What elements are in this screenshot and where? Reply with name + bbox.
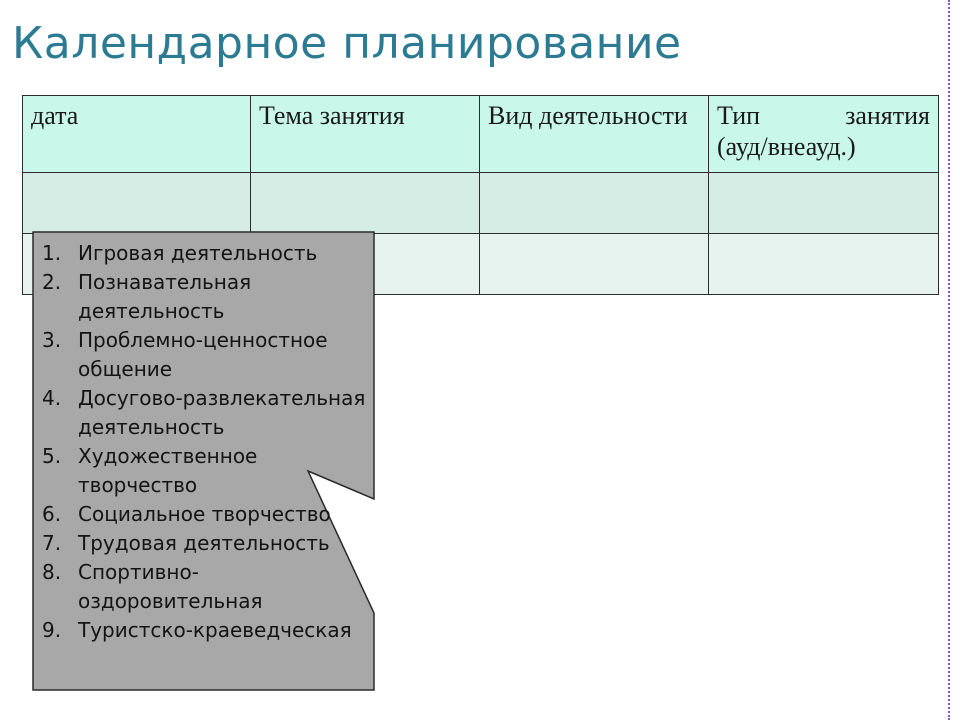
list-text: Игровая деятельность xyxy=(78,241,318,265)
column-header-topic: Тема занятия xyxy=(251,96,480,173)
table-header-row xyxy=(23,96,939,173)
table-cell[interactable] xyxy=(480,234,709,295)
list-item xyxy=(42,500,372,529)
list-item xyxy=(42,268,372,326)
list-number: 3. xyxy=(42,328,62,352)
list-number: 1. xyxy=(42,241,62,265)
table-cell[interactable] xyxy=(480,173,709,234)
list-text: Социальное творчество xyxy=(78,502,331,526)
list-text: Спортивно-оздоровительная xyxy=(78,560,263,613)
column-header-type xyxy=(709,96,939,173)
type-header-word1: Тип xyxy=(717,101,761,130)
list-number: 8. xyxy=(42,560,62,584)
list-text: Туристско-краеведческая xyxy=(78,618,352,642)
list-number: 6. xyxy=(42,502,62,526)
type-header-line2: (ауд/внеауд.) xyxy=(717,132,856,161)
list-number: 7. xyxy=(42,531,62,555)
type-header-word2: занятия xyxy=(845,101,930,130)
list-text: Досугово-развлекательная деятельность xyxy=(78,386,366,439)
list-item xyxy=(42,384,372,442)
column-header-date: дата xyxy=(23,96,251,173)
activity-types-callout xyxy=(32,231,376,691)
slide-border xyxy=(948,0,950,720)
table-cell[interactable] xyxy=(23,173,251,234)
list-text: Художественное творчество xyxy=(78,444,258,497)
activity-types-list xyxy=(42,239,372,645)
list-item xyxy=(42,326,372,384)
page-title: Календарное планирование xyxy=(12,18,682,69)
list-item xyxy=(42,239,372,268)
list-number: 9. xyxy=(42,618,62,642)
table-cell[interactable] xyxy=(709,234,939,295)
list-number: 5. xyxy=(42,444,62,468)
list-item xyxy=(42,442,372,500)
list-text: Познавательная деятельность xyxy=(78,270,252,323)
list-text: Трудовая деятельность xyxy=(78,531,330,555)
list-number: 2. xyxy=(42,270,62,294)
type-header-line xyxy=(717,100,930,131)
list-number: 4. xyxy=(42,386,62,410)
list-item xyxy=(42,529,372,558)
list-item xyxy=(42,616,372,645)
column-header-activity: Вид деятельности xyxy=(480,96,709,173)
table-cell[interactable] xyxy=(251,173,480,234)
list-text: Проблемно-ценностное общение xyxy=(78,328,328,381)
list-item xyxy=(42,558,372,616)
table-row xyxy=(23,173,939,234)
table-cell[interactable] xyxy=(709,173,939,234)
